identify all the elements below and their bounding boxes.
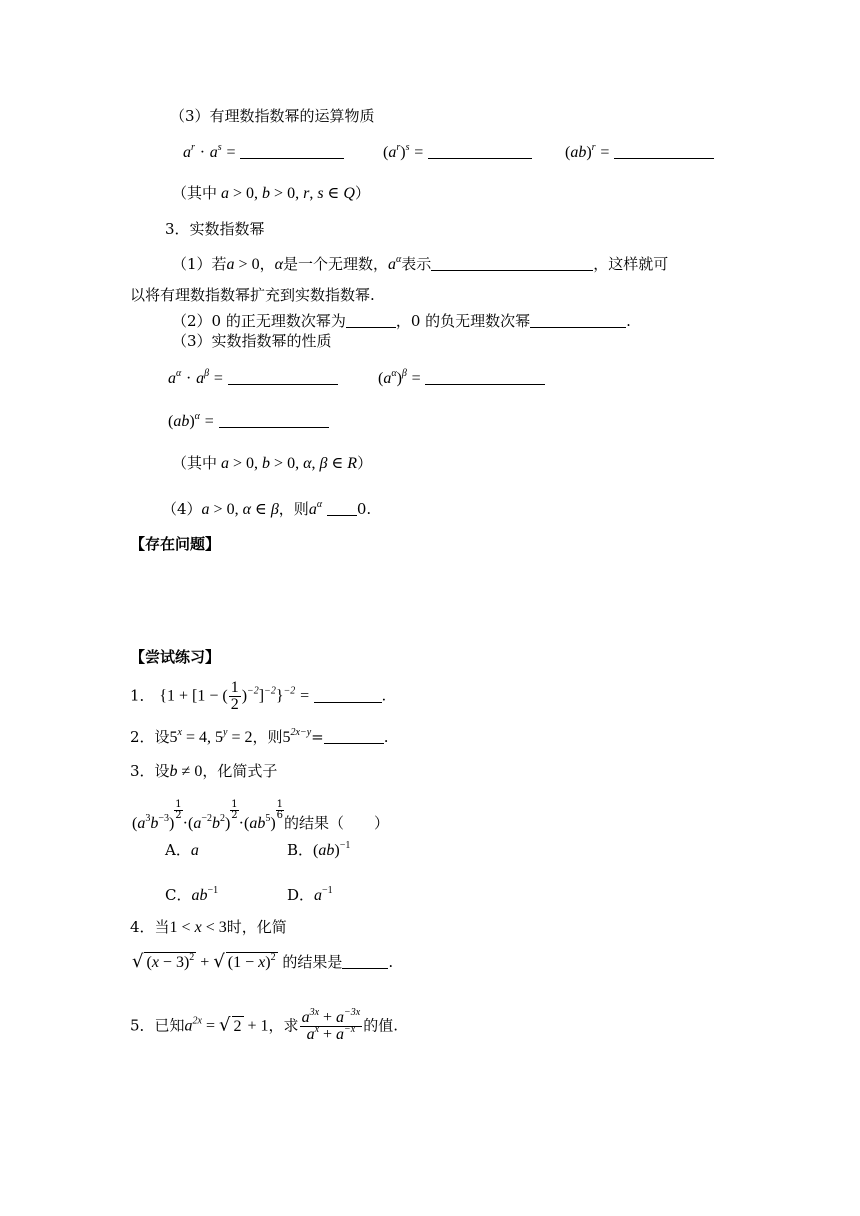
exponent-fraction: $\frac{1}{2}$: [231, 799, 238, 821]
question-1: 1． {1 + [1 − ( $\frac{1}{2}$ )$^{-2}$]$^{-2}$}$^{-2}$ = .: [130, 679, 386, 713]
answer-blank[interactable]: [327, 501, 357, 516]
paragraph-1-cont: 以将有理数指数幂扩充到实数指数幂.: [130, 286, 375, 304]
question-3: 3．设b ≠ 0，化简式子: [130, 762, 278, 780]
answer-blank[interactable]: [428, 144, 532, 159]
answer-blank[interactable]: [342, 954, 388, 969]
rational-exp-title: （3）有理数指数幂的运算物质: [170, 107, 375, 125]
answer-blank[interactable]: [431, 256, 593, 271]
question-4-expression: √ $(x - 3)^2$ + √ $(1 - x)^2$ 的结果是 .: [132, 951, 394, 972]
formula-ab-power-alpha: (ab)$^\alpha$ =: [168, 411, 329, 432]
paragraph-3: （3）实数指数幂的性质: [172, 332, 332, 350]
answer-blank[interactable]: [240, 144, 344, 159]
formula-ar-power-s: $(a^r)^s$ =: [383, 142, 532, 163]
option-c[interactable]: C．$ab^{-1}$: [165, 885, 219, 904]
ratio-fraction: $\frac{a^{3x} + a^{-3x}}{a^x + a^{-x}}$: [301, 1007, 361, 1043]
answer-blank[interactable]: [314, 688, 382, 703]
answer-blank[interactable]: [324, 729, 384, 744]
section-heading: 3．实数指数幂: [165, 220, 265, 238]
formula-ab-power-r: (ab)$^r$ =: [565, 142, 714, 163]
formula-ar-as: $a^r \cdot a^s$ =: [183, 142, 344, 163]
answer-blank[interactable]: [219, 413, 329, 428]
option-a[interactable]: A．a: [165, 841, 199, 859]
formula-aalpha-power-beta: $(a^\alpha)^\beta$ =: [378, 368, 545, 389]
problems-header: 【存在问题】: [130, 535, 221, 553]
question-2: 2．设$5^x = 4$, $5^y = 2$，则$5^{2x-y}=$ .: [130, 727, 389, 746]
answer-blank[interactable]: [530, 313, 626, 328]
question-3-expression: $(a^3b^{-3})$ $\frac{1}{2}$ $\cdot(a^{-2}b^2)$ $\frac{1}{2}$ $\cdot(ab^5)$ $\frac{1}{6}$ 的结果（ ）: [132, 799, 390, 832]
question-5: 5．已知$a^{2x}$ = √ 2 + 1，求 $\frac{a^{3x} + a^{-3x}}{a^x + a^{-x}}$ 的值.: [130, 1007, 399, 1043]
exponent-fraction: $\frac{1}{6}$: [276, 799, 284, 821]
paragraph-4: （4）a > 0, α ∈ β，则$a^\alpha$ 0.: [162, 499, 372, 518]
exponent-fraction: $\frac{1}{2}$: [175, 799, 182, 821]
answer-blank[interactable]: [425, 370, 545, 385]
paragraph-1: （1）若a > 0，α是一个无理数，$a^\alpha$表示 ，这样就可: [172, 254, 669, 273]
option-d[interactable]: D．$a^{-1}$: [287, 885, 333, 904]
option-b[interactable]: B．(ab)$^{-1}$: [287, 840, 351, 859]
where-clause-rational: （其中 a > 0, b > 0, r, s ∈ Q）: [172, 184, 370, 202]
answer-blank[interactable]: [614, 144, 714, 159]
formula-aalpha-abeta: $a^\alpha \cdot a^\beta$ =: [168, 368, 338, 389]
answer-blank[interactable]: [228, 370, 338, 385]
question-4: 4．当1 < x < 3时，化简: [130, 918, 287, 936]
paragraph-2: （2）0 的正无理数次幂为 ，0 的负无理数次幂 .: [172, 312, 631, 330]
answer-blank[interactable]: [346, 313, 396, 328]
practice-header: 【尝试练习】: [130, 648, 221, 666]
where-clause-real: （其中 a > 0, b > 0, α, β ∈ R）: [172, 454, 373, 472]
